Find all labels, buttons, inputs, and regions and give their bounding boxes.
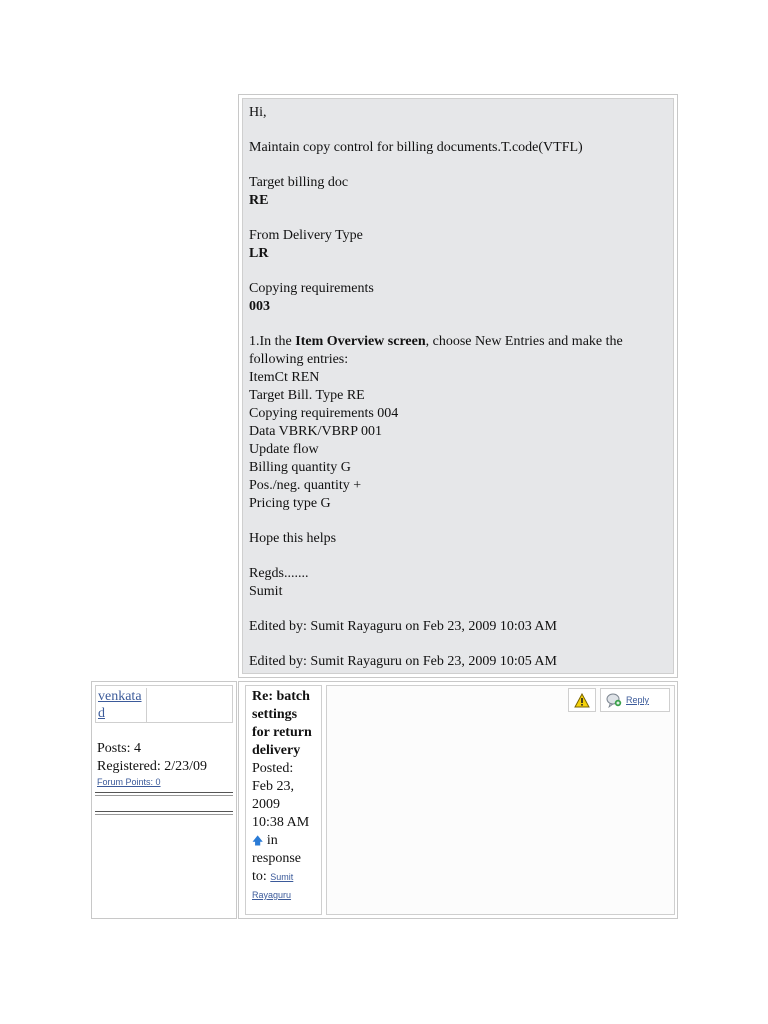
entry: Billing quantity G: [249, 460, 351, 475]
from-label: From Delivery Type: [249, 228, 363, 243]
author-name-link[interactable]: venkatad: [98, 688, 147, 722]
posts-count: Posts: 4: [97, 741, 141, 756]
in-response-to-user-link[interactable]: Sumit Rayaguru: [252, 872, 294, 900]
report-abuse-button[interactable]: [568, 688, 596, 712]
target-value: RE: [249, 193, 269, 208]
forum-points-link[interactable]: Forum Points: 0: [97, 777, 161, 787]
divider: [95, 811, 233, 815]
posted-label: Posted:: [252, 761, 294, 776]
message-cell: [238, 94, 678, 678]
entry: ItemCt REN: [249, 370, 320, 385]
entry: Copying requirements 004: [249, 406, 399, 421]
in-response: 🡅 in response: [252, 833, 301, 866]
divider: [95, 792, 233, 796]
author-cell: [91, 681, 237, 919]
signature: Sumit: [249, 584, 283, 599]
reply-subject-cell: [245, 685, 322, 915]
reply-subject: Re: batch settings for return delivery: [252, 689, 312, 758]
reply-button[interactable]: [600, 688, 670, 712]
message-body: [242, 98, 674, 674]
entry: Target Bill. Type RE: [249, 388, 365, 403]
greeting: Hi,: [249, 105, 267, 120]
item-overview-bold: Item Overview screen: [295, 334, 426, 349]
registered-date: Registered: 2/23/09: [97, 759, 208, 774]
copyreq-label: Copying requirements: [249, 281, 374, 296]
entry: Data VBRK/VBRP 001: [249, 424, 383, 439]
arrow-up-icon[interactable]: 🡅: [252, 835, 264, 847]
author-stats: [97, 740, 207, 788]
regards-text: Regds.......: [249, 566, 309, 581]
edited-note-1: Edited by: Sumit Rayaguru on Feb 23, 2009 10:03 AM: [249, 619, 557, 634]
in-response-to: to: Sumit Rayaguru: [252, 869, 294, 900]
entry: Pricing type G: [249, 496, 331, 511]
reply-link[interactable]: Reply: [626, 695, 650, 705]
author-box: [95, 685, 233, 723]
entry: Update flow: [249, 442, 319, 457]
edited-note-2: Edited by: Sumit Rayaguru on Feb 23, 2009 10:05 AM: [249, 654, 557, 669]
from-value: LR: [249, 246, 269, 261]
reply-content-cell: [326, 685, 675, 915]
post-tools: [568, 688, 670, 712]
posted-date: Feb 23, 2009 10:38 AM: [252, 779, 310, 830]
reply-cell: [238, 681, 678, 919]
target-label: Target billing doc: [249, 175, 349, 190]
entry: Pos./neg. quantity +: [249, 478, 362, 493]
hope-text: Hope this helps: [249, 531, 337, 546]
item-overview-instruction: 1.In the Item Overview screen, choose New Entries and make the following entries:: [249, 334, 623, 367]
message-line: Maintain copy control for billing documents.T.code(VTFL): [249, 140, 583, 155]
warning-icon: [574, 693, 590, 708]
copyreq-value: 003: [249, 299, 270, 314]
reply-icon: [606, 692, 622, 708]
